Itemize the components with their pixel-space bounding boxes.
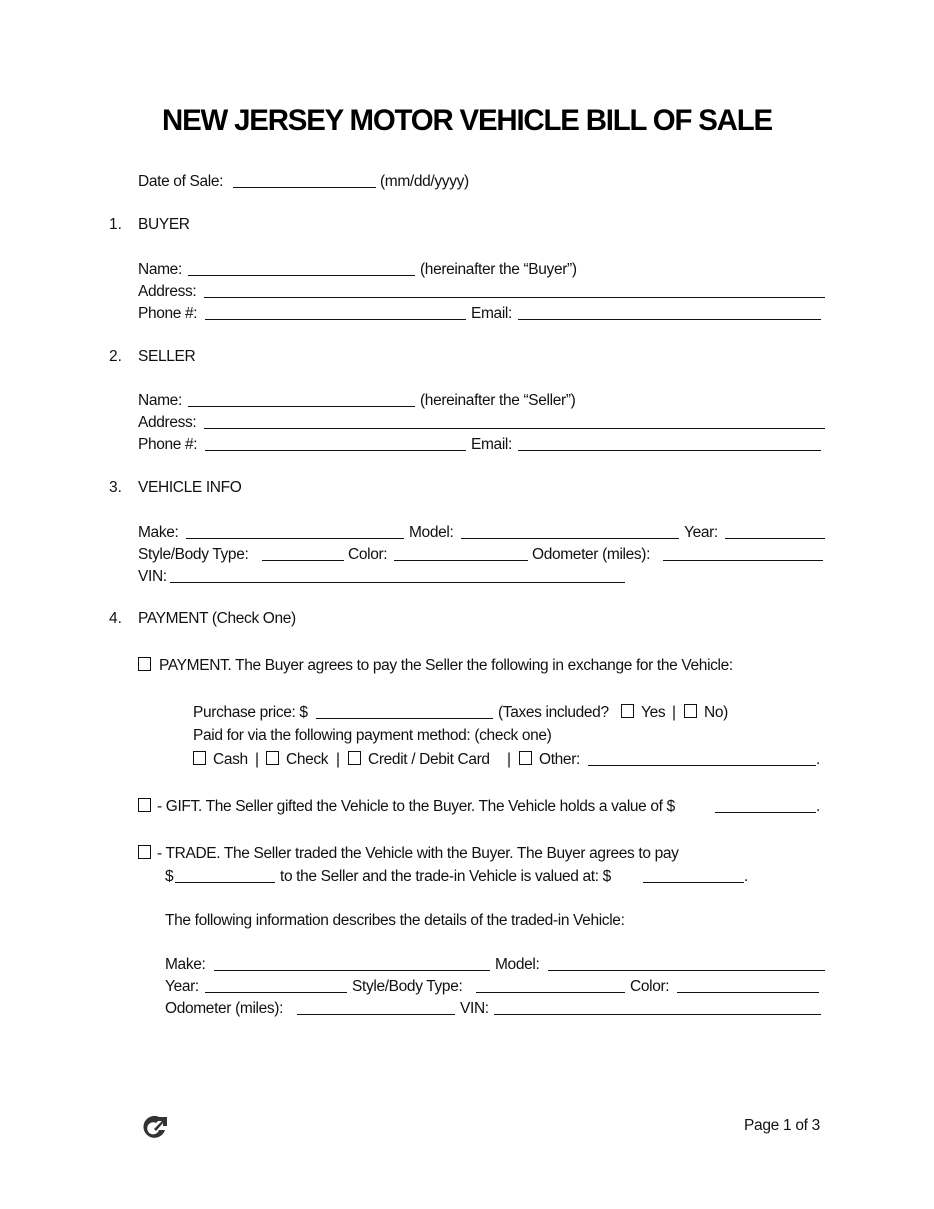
trade-year-field[interactable]	[205, 992, 347, 993]
method-other-field[interactable]	[588, 765, 816, 766]
gift-value-field[interactable]	[715, 812, 816, 813]
seller-email-label: Email:	[471, 436, 512, 453]
section-heading-buyer: BUYER	[138, 216, 190, 233]
method-other-label: Other:	[539, 751, 580, 768]
trade-option-text: - TRADE. The Seller traded the Vehicle with the Buyer. The Buyer agrees to pay	[157, 845, 679, 862]
date-of-sale-label: Date of Sale:	[138, 173, 224, 190]
buyer-name-suffix: (hereinafter the “Buyer”)	[420, 261, 577, 278]
method-cash-label: Cash	[213, 751, 248, 768]
trade-dollar-sign: $	[165, 868, 174, 885]
arrow-circle-logo-icon	[141, 1112, 169, 1142]
vehicle-year-field[interactable]	[725, 538, 825, 539]
document-title: NEW JERSEY MOTOR VEHICLE BILL OF SALE	[162, 104, 772, 137]
seller-name-suffix: (hereinafter the “Seller”)	[420, 392, 576, 409]
vehicle-model-label: Model:	[409, 524, 454, 541]
vehicle-make-label: Make:	[138, 524, 179, 541]
trade-details-intro: The following information describes the details of the traded-in Vehicle:	[165, 912, 625, 929]
period: .	[816, 751, 820, 768]
trade-odometer-label: Odometer (miles):	[165, 1000, 284, 1017]
vehicle-style-field[interactable]	[262, 560, 344, 561]
date-of-sale-field[interactable]	[233, 187, 376, 188]
buyer-email-field[interactable]	[518, 319, 821, 320]
method-check-label: Check	[286, 751, 329, 768]
section-number-buyer: 1.	[109, 216, 122, 233]
vehicle-model-field[interactable]	[461, 538, 679, 539]
trade-pay-amount-field[interactable]	[175, 882, 275, 883]
section-heading-vehicle: VEHICLE INFO	[138, 479, 242, 496]
seller-phone-field[interactable]	[205, 450, 466, 451]
buyer-email-label: Email:	[471, 305, 512, 322]
section-heading-payment: PAYMENT (Check One)	[138, 610, 296, 627]
trade-color-label: Color:	[630, 978, 670, 995]
trade-option-checkbox[interactable]	[138, 845, 151, 859]
trade-color-field[interactable]	[677, 992, 819, 993]
page-number: Page 1 of 3	[744, 1117, 820, 1134]
seller-name-field[interactable]	[188, 406, 415, 407]
trade-model-field[interactable]	[548, 970, 825, 971]
period: .	[816, 798, 820, 815]
method-separator: |	[336, 751, 340, 768]
taxes-included-label: (Taxes included?	[498, 704, 609, 721]
seller-name-label: Name:	[138, 392, 182, 409]
trade-year-label: Year:	[165, 978, 199, 995]
taxes-yes-label: Yes	[641, 704, 666, 721]
vehicle-year-label: Year:	[684, 524, 718, 541]
section-heading-seller: SELLER	[138, 348, 196, 365]
vehicle-odometer-label: Odometer (miles):	[532, 546, 651, 563]
trade-vin-label: VIN:	[460, 1000, 489, 1017]
vehicle-odometer-field[interactable]	[663, 560, 823, 561]
trade-make-field[interactable]	[214, 970, 490, 971]
vehicle-vin-label: VIN:	[138, 568, 167, 585]
trade-model-label: Model:	[495, 956, 540, 973]
trade-style-label: Style/Body Type:	[352, 978, 463, 995]
gift-option-checkbox[interactable]	[138, 798, 151, 812]
trade-odometer-field[interactable]	[297, 1014, 455, 1015]
vehicle-vin-field[interactable]	[170, 582, 625, 583]
seller-address-label: Address:	[138, 414, 197, 431]
paid-via-label: Paid for via the following payment method: (check one)	[193, 727, 552, 744]
buyer-name-field[interactable]	[188, 275, 415, 276]
trade-vin-field[interactable]	[494, 1014, 821, 1015]
date-format-hint: (mm/dd/yyyy)	[380, 173, 469, 190]
buyer-phone-label: Phone #:	[138, 305, 198, 322]
section-number-seller: 2.	[109, 348, 122, 365]
vehicle-color-field[interactable]	[394, 560, 528, 561]
method-card-checkbox[interactable]	[348, 751, 361, 765]
method-cash-checkbox[interactable]	[193, 751, 206, 765]
payment-option-text: PAYMENT. The Buyer agrees to pay the Seller the following in exchange for the Vehicle:	[159, 657, 733, 674]
seller-address-field[interactable]	[204, 428, 825, 429]
period: .	[744, 868, 748, 885]
taxes-yes-checkbox[interactable]	[621, 704, 634, 718]
buyer-address-label: Address:	[138, 283, 197, 300]
method-separator: |	[255, 751, 259, 768]
trade-style-field[interactable]	[476, 992, 625, 993]
gift-option-text: - GIFT. The Seller gifted the Vehicle to the Buyer. The Vehicle holds a value of $	[157, 798, 675, 815]
section-number-payment: 4.	[109, 610, 122, 627]
taxes-no-checkbox[interactable]	[684, 704, 697, 718]
vehicle-make-field[interactable]	[186, 538, 404, 539]
taxes-separator: |	[672, 704, 676, 721]
seller-email-field[interactable]	[518, 450, 821, 451]
method-separator: |	[507, 751, 511, 768]
vehicle-color-label: Color:	[348, 546, 388, 563]
taxes-no-label: No)	[704, 704, 728, 721]
buyer-name-label: Name:	[138, 261, 182, 278]
vehicle-style-label: Style/Body Type:	[138, 546, 249, 563]
buyer-phone-field[interactable]	[205, 319, 466, 320]
method-check-checkbox[interactable]	[266, 751, 279, 765]
trade-make-label: Make:	[165, 956, 206, 973]
purchase-price-label: Purchase price: $	[193, 704, 308, 721]
seller-phone-label: Phone #:	[138, 436, 198, 453]
section-number-vehicle: 3.	[109, 479, 122, 496]
trade-in-value-field[interactable]	[643, 882, 744, 883]
purchase-price-field[interactable]	[316, 718, 493, 719]
payment-option-checkbox[interactable]	[138, 657, 151, 671]
method-other-checkbox[interactable]	[519, 751, 532, 765]
method-card-label: Credit / Debit Card	[368, 751, 490, 768]
trade-mid-text: to the Seller and the trade-in Vehicle is valued at: $	[280, 868, 611, 885]
buyer-address-field[interactable]	[204, 297, 825, 298]
